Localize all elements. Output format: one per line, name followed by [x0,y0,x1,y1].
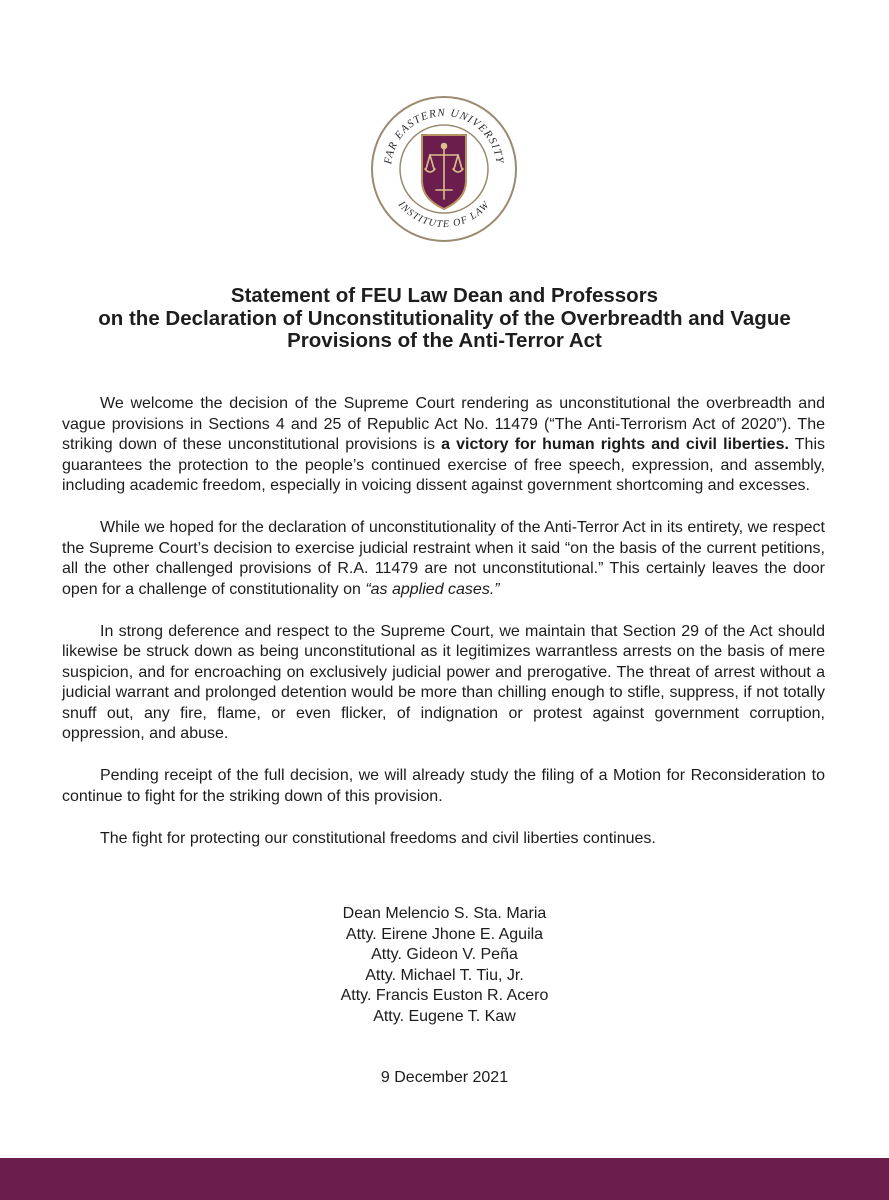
signatory: Atty. Francis Euston R. Acero [340,987,549,1004]
feu-law-seal [370,95,518,243]
paragraph-2-text: While we hoped for the declaration of unconstitutionality of the Anti-Terror Act in its entirety, we respect the Supreme Court’s decision to exercise judicial restraint when it said “on the basis of the current petitions, all the other challenged provisions of R.A. 11479 are not unconstitutional.” This certainly leaves the door open for a challenge of constitutionality on [62,519,825,598]
paragraph-1 [62,394,825,497]
statement-date: 9 December 2021 [380,1069,509,1086]
paragraph-2-italic: “as applied cases.” [365,580,500,598]
paragraph-1-emphasis: a victory for human rights and civil liberties. [441,436,789,453]
paragraph-5: The fight for protecting our constitutional freedoms and civil liberties continues. [100,829,656,847]
paragraph-4: Pending receipt of the full decision, we will already study the filing of a Motion for Reconsideration to continue to fight for the striking down of this provision. [62,767,825,805]
title-line-3: Provisions of the Anti-Terror Act [287,329,602,352]
title-line-2: on the Declaration of Unconstitutionality of the Overbreadth and Vague [98,306,791,330]
seal-lower-text: INSTITUTE OF LAW [395,199,493,231]
paragraph-2 [62,518,825,600]
paragraph-1-text-b: This guarantees the protection to the people’s continued exercise of free speech, expression, and assembly, including academic freedom, especially in voicing dissent against government shortcoming and excesses. [62,436,826,494]
signatory: Atty. Gideon V. Peña [371,946,518,963]
signatory: Atty. Michael T. Tiu, Jr. [365,966,524,984]
signatory: Atty. Eugene T. Kaw [373,1007,516,1025]
paragraph-3: In strong deference and respect to the Supreme Court, we maintain that Section 29 of the Act should likewise be struck down as being unconstitutional as it legitimizes warrantless arrests on the basis of mere suspicion, and for encroaching on exclusively judicial power and prerogative. The threat of arrest without a judicial warrant and prolonged detention would be more than chilling enough to stifle, suppress, if not totally snuff out, any fire, flame, or even flicker, of indignation or protest against government corruption, oppression, and abuse. [62,622,825,742]
signatory: Dean Melencio S. Sta. Maria [342,905,547,922]
statement-title [40,285,849,353]
title-line-1: Statement of FEU Law Dean and Professors [230,284,659,307]
signatory: Atty. Eirene Jhone E. Aguila [345,925,544,943]
footer-brand-bar [0,1158,889,1200]
seal-upper-text: FAR EASTERN UNIVERSITY [382,106,506,165]
signatories [0,904,889,1027]
statement-body [62,394,825,849]
paragraph-1-text-a: We welcome the decision of the Supreme Court rendering as unconstitutional the overbreadth and vague provisions in Sections 4 and 25 of Republic Act No. 11479 (“The Anti-Terrorism Act of 2020”). The striking down of these unconstitutional provisions is [62,395,825,453]
